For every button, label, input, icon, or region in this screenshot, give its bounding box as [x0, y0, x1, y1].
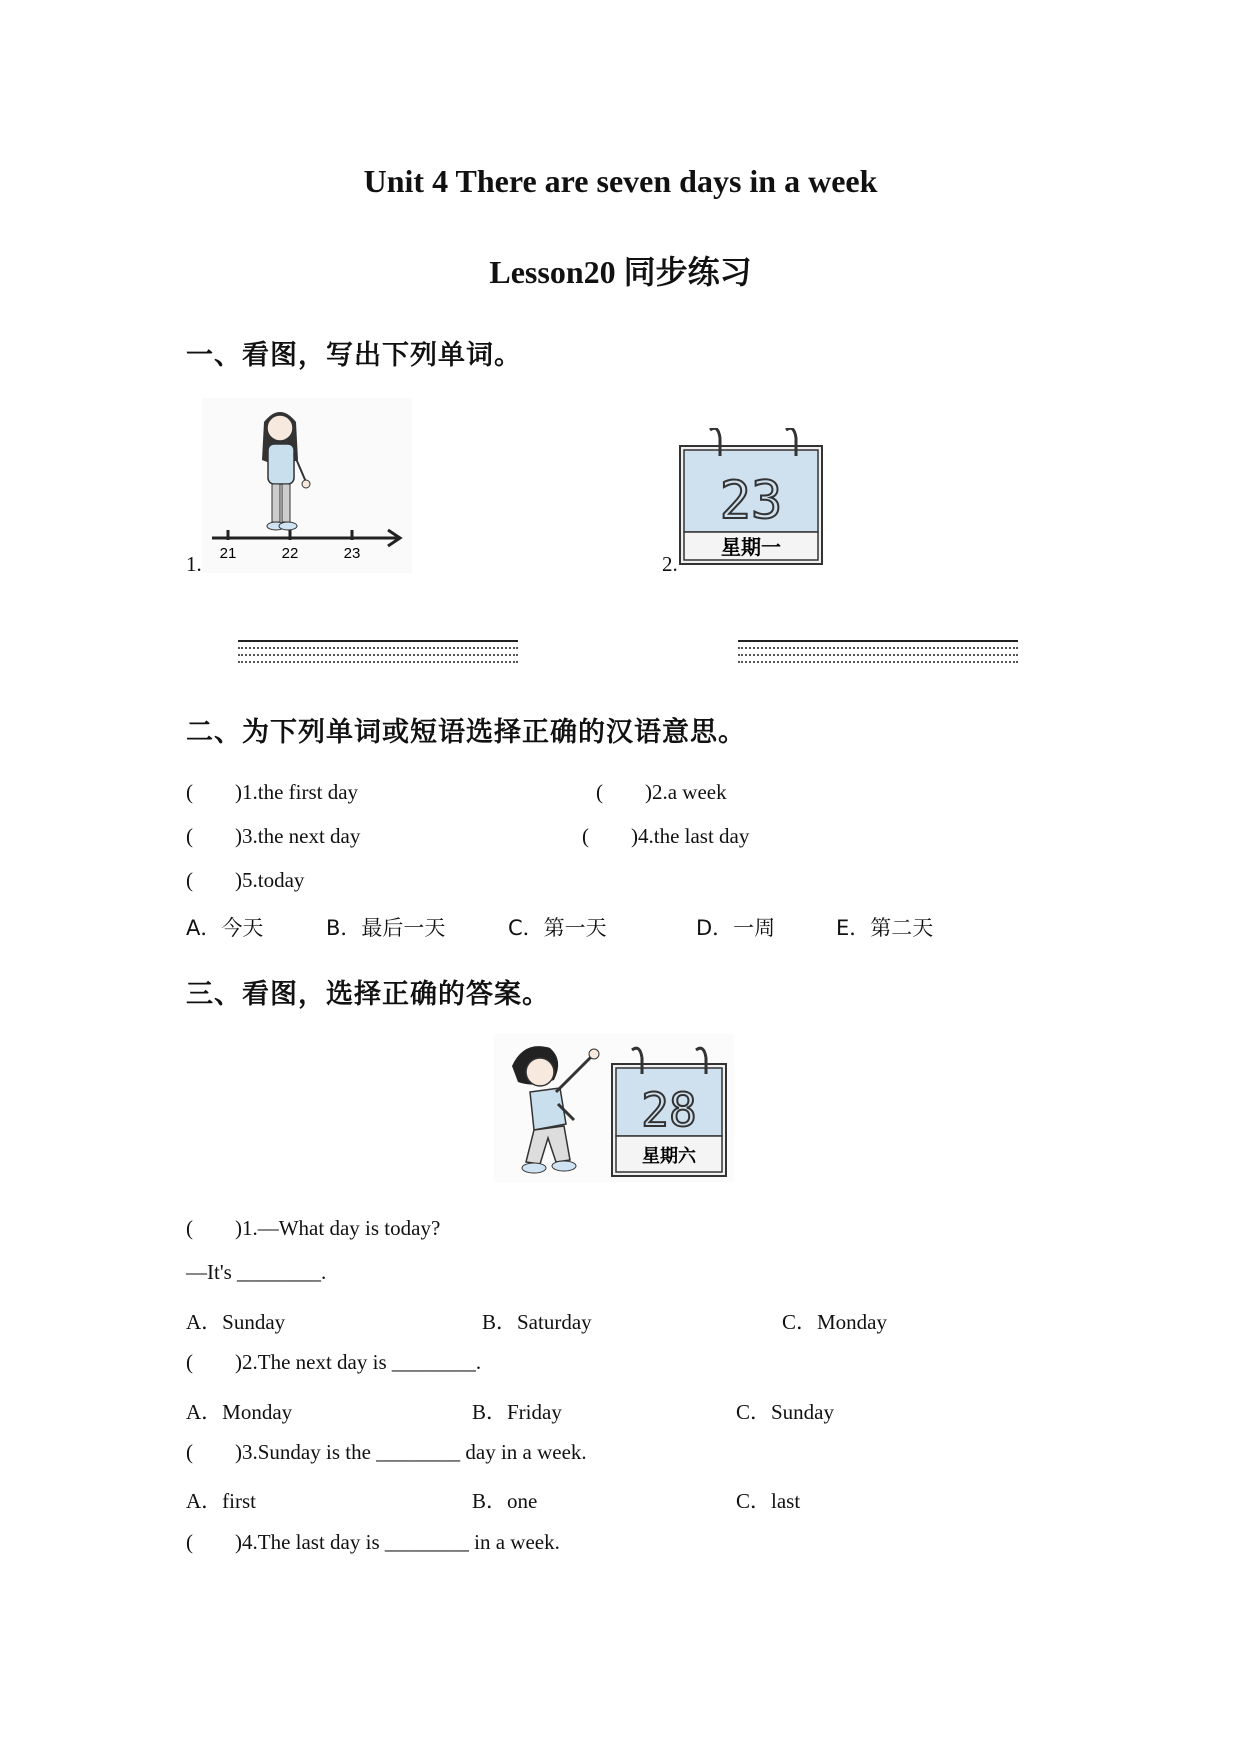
s2-option-c: C．第一天	[508, 916, 607, 940]
s3-q4: ( )4.The last day is ________ in a week.	[186, 1530, 560, 1554]
s2-option-b: B．最后一天	[326, 916, 446, 940]
s2-option-e: E．第二天	[836, 916, 934, 940]
girl-pointing-calendar-image	[494, 1034, 734, 1182]
s3-q3-option-b: B．one	[472, 1489, 538, 1513]
calendar-weekday-saturday: 星期六	[642, 1146, 696, 1167]
s2-option-d: D．一周	[696, 916, 776, 940]
s3-q2: ( )2.The next day is ________.	[186, 1350, 482, 1374]
s2-question-5: ( )5.today	[186, 868, 305, 892]
item2-number: 2.	[662, 552, 678, 576]
s3-q2-option-c: C．Sunday	[736, 1400, 835, 1424]
s2-question-1: ( )1.the first day	[186, 780, 359, 804]
s3-q1-answer-line: —It's ________.	[186, 1260, 327, 1284]
calendar-day-number-28: 28	[641, 1083, 697, 1137]
tick-label-21: 21	[219, 545, 237, 562]
section2-heading: 二、为下列单词或短语选择正确的汉语意思。	[186, 717, 746, 748]
s2-question-4: ( )4.the last day	[582, 824, 750, 848]
s3-q1-option-a: A．Sunday	[186, 1310, 286, 1334]
s3-q3-option-c: C．last	[736, 1489, 801, 1513]
s3-q3: ( )3.Sunday is the ________ day in a week.	[186, 1440, 587, 1464]
section1-heading: 一、看图，写出下列单词。	[186, 340, 522, 371]
calendar-day-number: 23	[719, 471, 783, 531]
section3-heading: 三、看图，选择正确的答案。	[186, 979, 550, 1010]
s3-q1-option-c: C．Monday	[782, 1310, 887, 1334]
answer-lines-2[interactable]	[738, 640, 1018, 668]
s3-q1: ( )1.—What day is today?	[186, 1216, 441, 1240]
s3-q1-option-b: B．Saturday	[482, 1310, 592, 1334]
s2-question-2: ( )2.a week	[596, 780, 727, 804]
tick-label-23: 23	[343, 545, 361, 562]
s2-option-a: A．今天	[186, 916, 264, 940]
page-title: Unit 4 There are seven days in a week	[363, 163, 878, 199]
s3-q2-option-a: A．Monday	[186, 1400, 293, 1424]
calendar-monday-image	[676, 428, 828, 568]
s3-q2-option-b: B．Friday	[472, 1400, 562, 1424]
tick-label-22: 22	[281, 545, 299, 562]
item1-number: 1.	[186, 552, 202, 576]
girl-on-number-line-image	[202, 398, 412, 573]
s2-question-3: ( )3.the next day	[186, 824, 361, 848]
s3-q3-option-a: A．first	[186, 1489, 256, 1513]
answer-lines-1[interactable]	[238, 640, 518, 668]
calendar-weekday: 星期一	[721, 535, 781, 559]
page-subtitle: Lesson20 同步练习	[489, 254, 752, 290]
